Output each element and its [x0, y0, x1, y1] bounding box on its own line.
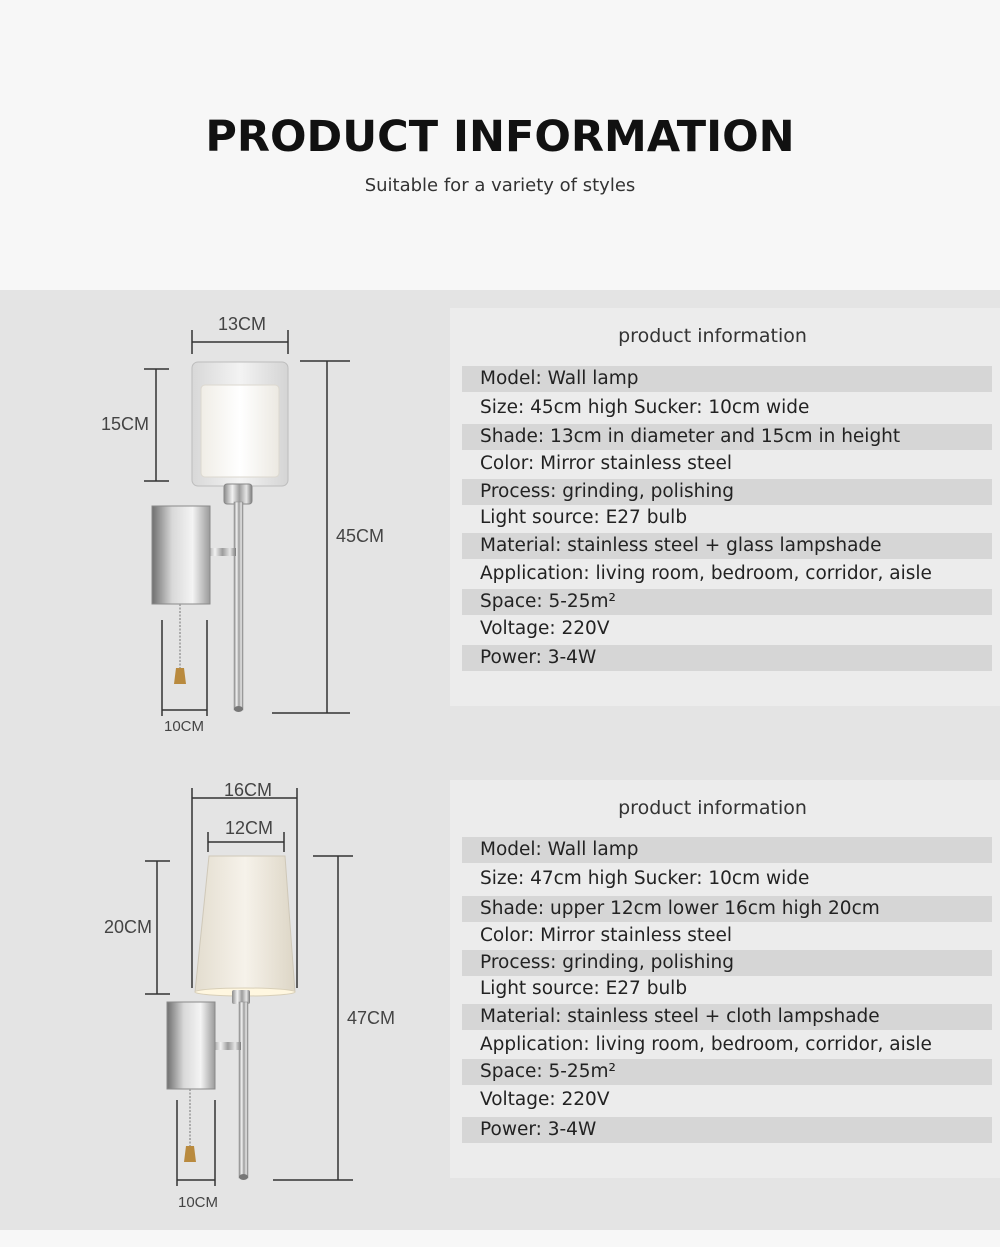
product-2-spec-row: Space: 5-25m²: [462, 1059, 992, 1085]
lamp-2-shade-height-label: 20CM: [104, 917, 153, 937]
lamp-1-illustration: [0, 300, 450, 750]
page-subtitle: Suitable for a variety of styles: [364, 175, 636, 196]
product-2-spec-row: Power: 3-4W: [462, 1117, 992, 1143]
product-1-spec-row: Light source: E27 bulb: [480, 507, 688, 528]
product-2-spec-row: Size: 47cm high Sucker: 10cm wide: [480, 868, 810, 889]
product-2-info-panel: [450, 780, 1000, 1178]
lamp-2-diagram: [0, 770, 450, 1230]
lamp-1-sucker-label: 10CM: [164, 718, 205, 735]
product-1-spec-row: Space: 5-25m²: [462, 589, 992, 615]
page-title: PRODUCT INFORMATION: [205, 112, 795, 162]
lamp-2-sucker-label: 10CM: [178, 1194, 219, 1211]
product-1-spec-row: Voltage: 220V: [480, 618, 610, 639]
lamp-1-width-label: 13CM: [218, 314, 267, 334]
lamp-2-lower-width-label: 16CM: [224, 780, 273, 800]
product-1-spec-row: Process: grinding, polishing: [462, 479, 992, 505]
lamp-2-illustration: [0, 770, 450, 1230]
lamp-2-upper-width-label: 12CM: [225, 818, 274, 838]
product-2-spec-row: Model: Wall lamp: [462, 837, 992, 863]
product-2-spec-row: Light source: E27 bulb: [480, 978, 688, 999]
lamp-1-diagram: [0, 300, 450, 750]
product-2-spec-row: Application: living room, bedroom, corridor, aisle: [480, 1034, 932, 1055]
product-1-spec-row: Color: Mirror stainless steel: [480, 453, 733, 474]
lamp-1-total-height-label: 45CM: [336, 526, 385, 546]
lamp-1-shade-height-label: 15CM: [101, 414, 150, 434]
product-1-spec-row: Size: 45cm high Sucker: 10cm wide: [480, 397, 810, 418]
product-2-panel-title: product information: [618, 797, 807, 819]
product-2-spec-row: Color: Mirror stainless steel: [480, 925, 733, 946]
product-1-spec-row: Model: Wall lamp: [462, 366, 992, 392]
product-1-spec-row: Power: 3-4W: [462, 645, 992, 671]
product-1-spec-row: Application: living room, bedroom, corridor, aisle: [480, 563, 932, 584]
product-1-panel-title: product information: [618, 325, 807, 347]
product-1-info-panel: [450, 308, 1000, 706]
product-2-spec-row: Process: grinding, polishing: [462, 950, 992, 976]
product-2-spec-row: Shade: upper 12cm lower 16cm high 20cm: [462, 896, 992, 922]
product-1-spec-row: Material: stainless steel + glass lampshade: [462, 533, 992, 559]
product-1-spec-row: Shade: 13cm in diameter and 15cm in height: [462, 424, 992, 450]
product-2-spec-row: Voltage: 220V: [480, 1089, 610, 1110]
page-header: [0, 0, 1000, 290]
product-2-spec-row: Material: stainless steel + cloth lampshade: [462, 1004, 992, 1030]
lamp-2-total-height-label: 47CM: [347, 1008, 396, 1028]
